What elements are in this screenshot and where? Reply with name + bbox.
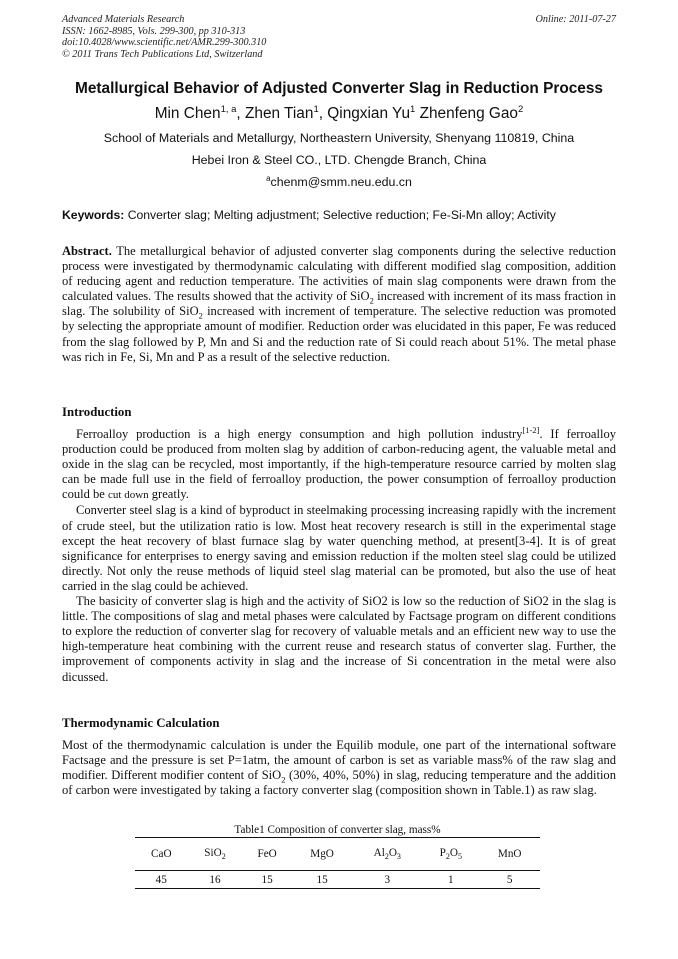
- paper-title: Metallurgical Behavior of Adjusted Converter Slag in Reduction Process: [75, 80, 603, 97]
- abstract-paragraph: [62, 244, 616, 365]
- thermo-paragraph: [62, 738, 616, 798]
- keywords-label: Keywords:: [62, 208, 125, 222]
- email-address: chenm@smm.neu.edu.cn: [270, 175, 412, 190]
- author-email: [62, 174, 616, 189]
- keywords-line: [62, 208, 616, 222]
- affiliation-2: Hebei Iron & Steel CO., LTD. Chengde Branch, China: [191, 153, 487, 167]
- introduction-body: [62, 424, 617, 685]
- author-name: Qingxian Yu: [327, 105, 411, 123]
- journal-name: Advanced Materials Research: [62, 14, 185, 25]
- citation-ref: [1-2]: [522, 424, 540, 435]
- intro-paragraph-2: [62, 503, 616, 594]
- author-sup: 1: [313, 104, 319, 115]
- copyright-line: © 2011 Trans Tech Publications Ltd, Switzerland: [62, 48, 263, 60]
- table-header-row: [135, 838, 540, 871]
- column-header: CaO: [135, 838, 188, 871]
- online-date: Online: 2011-07-27: [535, 14, 616, 25]
- table-cell: 15: [242, 871, 291, 889]
- journal-header: [62, 14, 616, 60]
- intro-text: Converter steel slag is a kind of byproduct in steelmaking processing increasing rapidly with the increment of crude steel, but the utilization ratio is low. Most heat recovery research is still in the experimental stage except the heat recovery of blast furnace slag by water quenching method, at present[3-4]. It is of great significance for enterprises to energy saving and emission reduction if the molten steel slag could be utilized directly. Not only the reuse methods of liquid steel slag material can be promoted, but also the use of heat carried in the slag could be achieved.: [62, 503, 616, 593]
- thermo-heading: Thermodynamic Calculation: [62, 716, 220, 730]
- abstract-text: The metallurgical behavior of adjusted converter slag components during the selective reduction process were investigated by thermodynamic calculating with different modified slag composition, addition of reducing agent and reduction temperature. The activities of main slag components were drawn from the calculated values. The results showed that the activity of SiO: [62, 244, 616, 304]
- author-list: Min Chen$^{1, a}$, Zhen Tian$^1$, Qingxian Yu$^1$ Zhenfeng Gao$^2$: [154, 104, 524, 123]
- author-sup: 2: [518, 104, 524, 115]
- table-cell: 5: [479, 871, 540, 889]
- abstract-text: increased with increment of temperature. The selective reduction was promoted by selecting the appropriate amount of modifier. Reduction order was elucidated in this paper, Fe was reduced from the slag followed by P, Mn and Si and the reduction rate of Si could reach about 51%. The metal phase was rich in Fe, Si, Mn and P as a result of the selective reduction.: [62, 304, 616, 364]
- keywords-text: Converter slag; Melting adjustment; Selective reduction; Fe-Si-Mn alloy; Activity: [127, 208, 556, 222]
- column-header: SiO$_2$: [188, 838, 243, 871]
- email-sup: a: [266, 174, 271, 183]
- column-header: MnO: [479, 838, 540, 871]
- author-sup: 1, a: [220, 104, 237, 115]
- author-name: Zhen Tian: [244, 105, 314, 123]
- column-header: MgO: [292, 838, 353, 871]
- doi-line: doi:10.4028/www.scientific.net/AMR.299-300.310: [62, 37, 267, 49]
- composition-table: [135, 837, 540, 889]
- thermo-text: (30%, 40%, 50%) in slag, reducing temperature and the addition of carbon were investigated by taking a factory converter slag (composition shown in Table.1) as raw slag.: [62, 768, 616, 798]
- intro-text: Ferroalloy production is a high energy consumption and high pollution industry: [76, 427, 523, 441]
- intro-text: greatly.: [148, 487, 189, 502]
- column-header: $P_2O_5$: [422, 838, 479, 871]
- author-name: Zhenfeng Gao: [419, 105, 518, 123]
- intro-paragraph-3: [62, 594, 616, 685]
- author-name: Min Chen: [154, 105, 221, 123]
- table-cell: 16: [188, 871, 243, 889]
- table-cell: 45: [135, 871, 188, 889]
- intro-paragraph-1: [62, 424, 617, 503]
- intro-text: cut down: [108, 489, 149, 502]
- intro-text: . If ferroalloy production could be produced from molten slag by addition of carbon-reducing agent, the valuable metal and oxide in the slag can be recycled, most importantly, if the high-temperature resource carried by molten slag can be made full use in the field of ferroalloy production, the power consumption of ferroalloy production could be: [62, 427, 617, 502]
- intro-text: The basicity of converter slag is high and the activity of SiO2 is low so the reduction of SiO2 in the slag is little. The compositions of slag and metal phases were calculated by Factsage program on different conditions to explore the reduction of converter slag for recovery of valuable metals and an efficient new way to use the high-temperature heat combining with the current reuse and research status of converter slag. Further, the improvement of components activity in slag and the increase of Si concentration in the metal were also dicussed.: [62, 594, 616, 684]
- subscript: 2: [281, 774, 286, 785]
- affiliation-1: School of Materials and Metallurgy, Northeastern University, Shenyang 110819, China: [103, 131, 575, 145]
- abstract-text: increased with increment of its mass fraction in slag. The solubility of SiO: [62, 289, 617, 319]
- thermo-text: Most of the thermodynamic calculation is under the Equilib module, one part of the international software Factsage and the pressure is set P=1atm, the amount of carbon is set as variable mass% of the raw slag and modifier. Different modifier content of SiO: [62, 738, 616, 783]
- table-cell: 15: [292, 871, 353, 889]
- introduction-heading: Introduction: [62, 405, 132, 419]
- issn-line: ISSN: 1662-8985, Vols. 299-300, pp 310-313: [62, 25, 246, 37]
- column-header: FeO: [242, 838, 291, 871]
- subscript: 2: [198, 310, 203, 321]
- column-header: $Al_2O_3$: [352, 838, 422, 871]
- table-caption: Table1 Composition of converter slag, mass%: [234, 824, 441, 836]
- table-cell: 3: [352, 871, 422, 889]
- author-sup: 1: [410, 104, 416, 115]
- table-cell: 1: [422, 871, 479, 889]
- table-row: [135, 871, 540, 889]
- abstract-label: Abstract.: [62, 244, 112, 258]
- subscript: 2: [369, 295, 374, 306]
